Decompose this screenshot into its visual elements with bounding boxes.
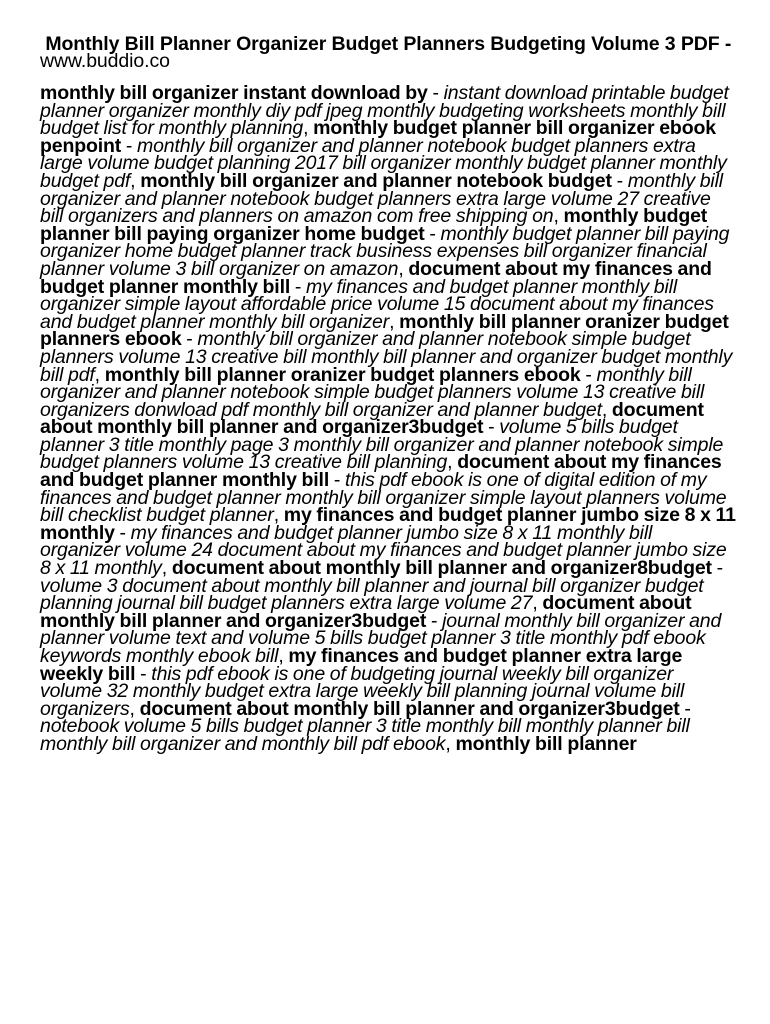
entry-description: monthly bill organizer and planner notebook simple budget planners volume 13 creative bill organizers donwload pdf monthly bill organizer and planner budget [40, 363, 705, 421]
entry-separator: - [135, 662, 152, 685]
entry-delimiter: , [532, 592, 543, 615]
entry-delimiter: , [398, 257, 409, 280]
entry-title: my finances and budget planner jumbo size 8 x 11 monthly [40, 504, 736, 544]
document-title [40, 33, 736, 72]
entry-delimiter: , [129, 697, 140, 720]
title-text: Monthly Bill Planner Organizer Budget Planners Budgeting Volume 3 PDF [45, 33, 720, 55]
entry-description: monthly bill organizer and planner notebook simple budget planners volume 13 creative bill monthly bill planner and organizer budget monthly bill pdf [40, 328, 733, 386]
title-separator: - [719, 33, 732, 55]
entry-description: notebook volume 5 bills budget planner 3 title monthly bill monthly planner bill monthly bill organizer and monthly bill pdf ebook [40, 715, 690, 755]
entry-title: document about my finances and budget planner monthly bill [40, 451, 722, 492]
entry-description: volume 3 document about monthly bill planner and journal bill organizer budget planning journal bill budget planners extra large volume 27 [40, 574, 704, 615]
entry-description: monthly bill organizer and planner notebook budget planners extra large volume 27 creative bill organizers and planners on amazon com free shipping on [40, 169, 723, 228]
document-page [40, 33, 736, 755]
document-body [40, 82, 736, 755]
entry-delimiter: , [303, 117, 314, 140]
entry-separator: - [181, 328, 198, 351]
entry-description: instant download printable budget planner organizer monthly diy pdf jpeg monthly budgeting worksheets monthly bill budget list for monthly planning [40, 82, 729, 140]
entry-separator: - [426, 609, 443, 632]
entry-title: monthly bill organizer and planner notebook budget [140, 169, 612, 192]
entry-description: monthly bill organizer and planner notebook budget planners extra large volume budget planning 2017 bill organizer monthly budget planner monthly budget pdf [40, 134, 727, 192]
entry-title: document about monthly bill planner and organizer3budget [40, 398, 704, 439]
entry-description: volume 5 bills budget planner 3 title monthly page 3 monthly bill organizer and planner notebook simple budget planners volume 13 creative bill planning [40, 416, 724, 474]
entry-separator: - [711, 557, 723, 580]
entry-separator: - [290, 275, 307, 298]
entry-delimiter: , [278, 645, 289, 667]
entry-separator: - [611, 169, 628, 192]
entry-description: monthly budget planner bill paying organizer home budget planner track business expenses bill organizer financial planner volume 3 bill organizer on amazon [40, 222, 730, 280]
entry-separator: - [114, 521, 131, 544]
entry-delimiter: , [447, 451, 458, 474]
entry-title: document about monthly bill planner and organizer3budget [139, 697, 680, 720]
entry-title: document about monthly bill planner and organizer3budget [40, 592, 692, 632]
entry-title: monthly bill organizer instant download by [40, 82, 428, 104]
entry-delimiter: , [601, 398, 612, 421]
site-name: www.buddio.co [40, 50, 170, 72]
entry-delimiter: , [553, 205, 564, 228]
entry-separator: - [580, 363, 597, 386]
entry-separator: - [483, 416, 500, 439]
entry-delimiter: , [161, 557, 172, 580]
entry-title: my finances and budget planner extra large weekly bill [40, 645, 683, 685]
entry-delimiter: , [130, 169, 141, 192]
entry-separator: - [424, 222, 441, 245]
entry-description: my finances and budget planner jumbo size 8 x 11 monthly bill organizer volume 24 document about my finances and budget planner jumbo size 8 x 11 monthly [40, 521, 727, 580]
entry-title: monthly bill planner [455, 732, 637, 755]
entry-title: monthly budget planner bill paying organizer home budget [40, 205, 708, 245]
entry-delimiter: , [445, 732, 456, 755]
entry-description: my finances and budget planner monthly bill organizer simple layout affordable price volume 15 document about my finances and budget planner monthly bill organizer [40, 275, 714, 333]
entry-separator: - [679, 697, 691, 720]
entry-separator: - [329, 469, 345, 492]
entry-delimiter: , [389, 310, 400, 333]
entry-delimiter: , [94, 363, 105, 386]
entry-title: monthly budget planner bill organizer ebook penpoint [40, 117, 716, 157]
entry-separator: - [121, 134, 138, 157]
entry-separator: - [427, 82, 444, 104]
entry-title: monthly bill planner oranizer budget planners ebook [40, 310, 729, 351]
entry-delimiter: , [273, 504, 284, 527]
entry-description: this pdf ebook is one of budgeting journal weekly bill organizer volume 32 monthly budget extra large weekly bill planning journal volume bill organizers [40, 662, 685, 720]
entry-title: document about monthly bill planner and organizer8budget [171, 557, 712, 580]
entry-title: monthly bill planner oranizer budget planners ebook [104, 363, 581, 386]
entry-description: journal monthly bill organizer and planner volume text and volume 5 bills budget planner 3 title monthly pdf ebook keywords monthly ebook bill [40, 609, 722, 667]
entry-title: document about my finances and budget planner monthly bill [40, 257, 712, 298]
entry-description: this pdf ebook is one of digital edition of my finances and budget planner monthly bill organizer simple layout planners volume bill checklist budget planner [40, 469, 727, 527]
